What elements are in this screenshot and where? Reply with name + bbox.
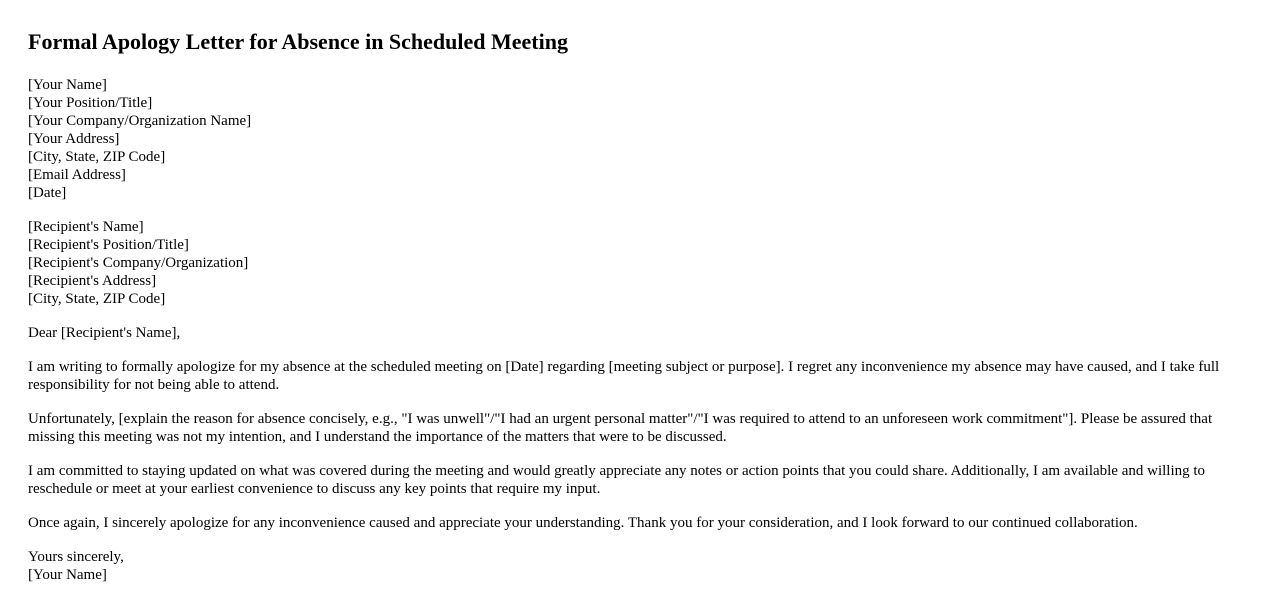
- recipient-address: [Recipient's Address]: [28, 273, 157, 289]
- closing-phrase: Yours sincerely,: [28, 549, 124, 565]
- sender-company: [Your Company/Organization Name]: [28, 113, 252, 129]
- body-paragraph: I am committed to staying updated on what was covered during the meeting and would greatly appreciate any notes or action points that you could share. Additionally, I am available and willing to reschedule or meet at your earliest convenience to discuss any key points that require my input.: [28, 463, 1206, 497]
- body-paragraph: Unfortunately, [explain the reason for absence concisely, e.g., "I was unwell"/"I had an urgent personal matter"/"I was required to attend to an unforeseen work commitment"]. Please be assured that missing this meeting was not my intention, and I understand the importance of the matters that were to be discussed.: [28, 411, 1213, 445]
- body-paragraph: Once again, I sincerely apologize for any inconvenience caused and appreciate your understanding. Thank you for your consideration, and I look forward to our continued collaboration.: [28, 515, 1138, 531]
- body-paragraph: I am writing to formally apologize for my absence at the scheduled meeting on [Date] regarding [meeting subject or purpose]. I regret any inconvenience my absence may have caused, and I take full responsibility for not being able to attend.: [28, 359, 1220, 393]
- recipient-position: [Recipient's Position/Title]: [28, 237, 189, 253]
- letter-title: Formal Apology Letter for Absence in Scheduled Meeting: [28, 29, 568, 54]
- letter-date: [Date]: [28, 185, 67, 201]
- salutation: Dear [Recipient's Name],: [28, 325, 181, 341]
- recipient-company: [Recipient's Company/Organization]: [28, 255, 249, 271]
- sender-city-state-zip: [City, State, ZIP Code]: [28, 149, 166, 165]
- sender-address: [Your Address]: [28, 131, 120, 147]
- sender-address-block: [28, 76, 1250, 202]
- closing-block: [28, 548, 1250, 584]
- recipient-name: [Recipient's Name]: [28, 219, 144, 235]
- recipient-address-block: [28, 218, 1250, 308]
- signature-name: [Your Name]: [28, 567, 107, 583]
- recipient-city-state-zip: [City, State, ZIP Code]: [28, 291, 166, 307]
- sender-position: [Your Position/Title]: [28, 95, 153, 111]
- sender-email: [Email Address]: [28, 167, 126, 183]
- sender-name: [Your Name]: [28, 77, 107, 93]
